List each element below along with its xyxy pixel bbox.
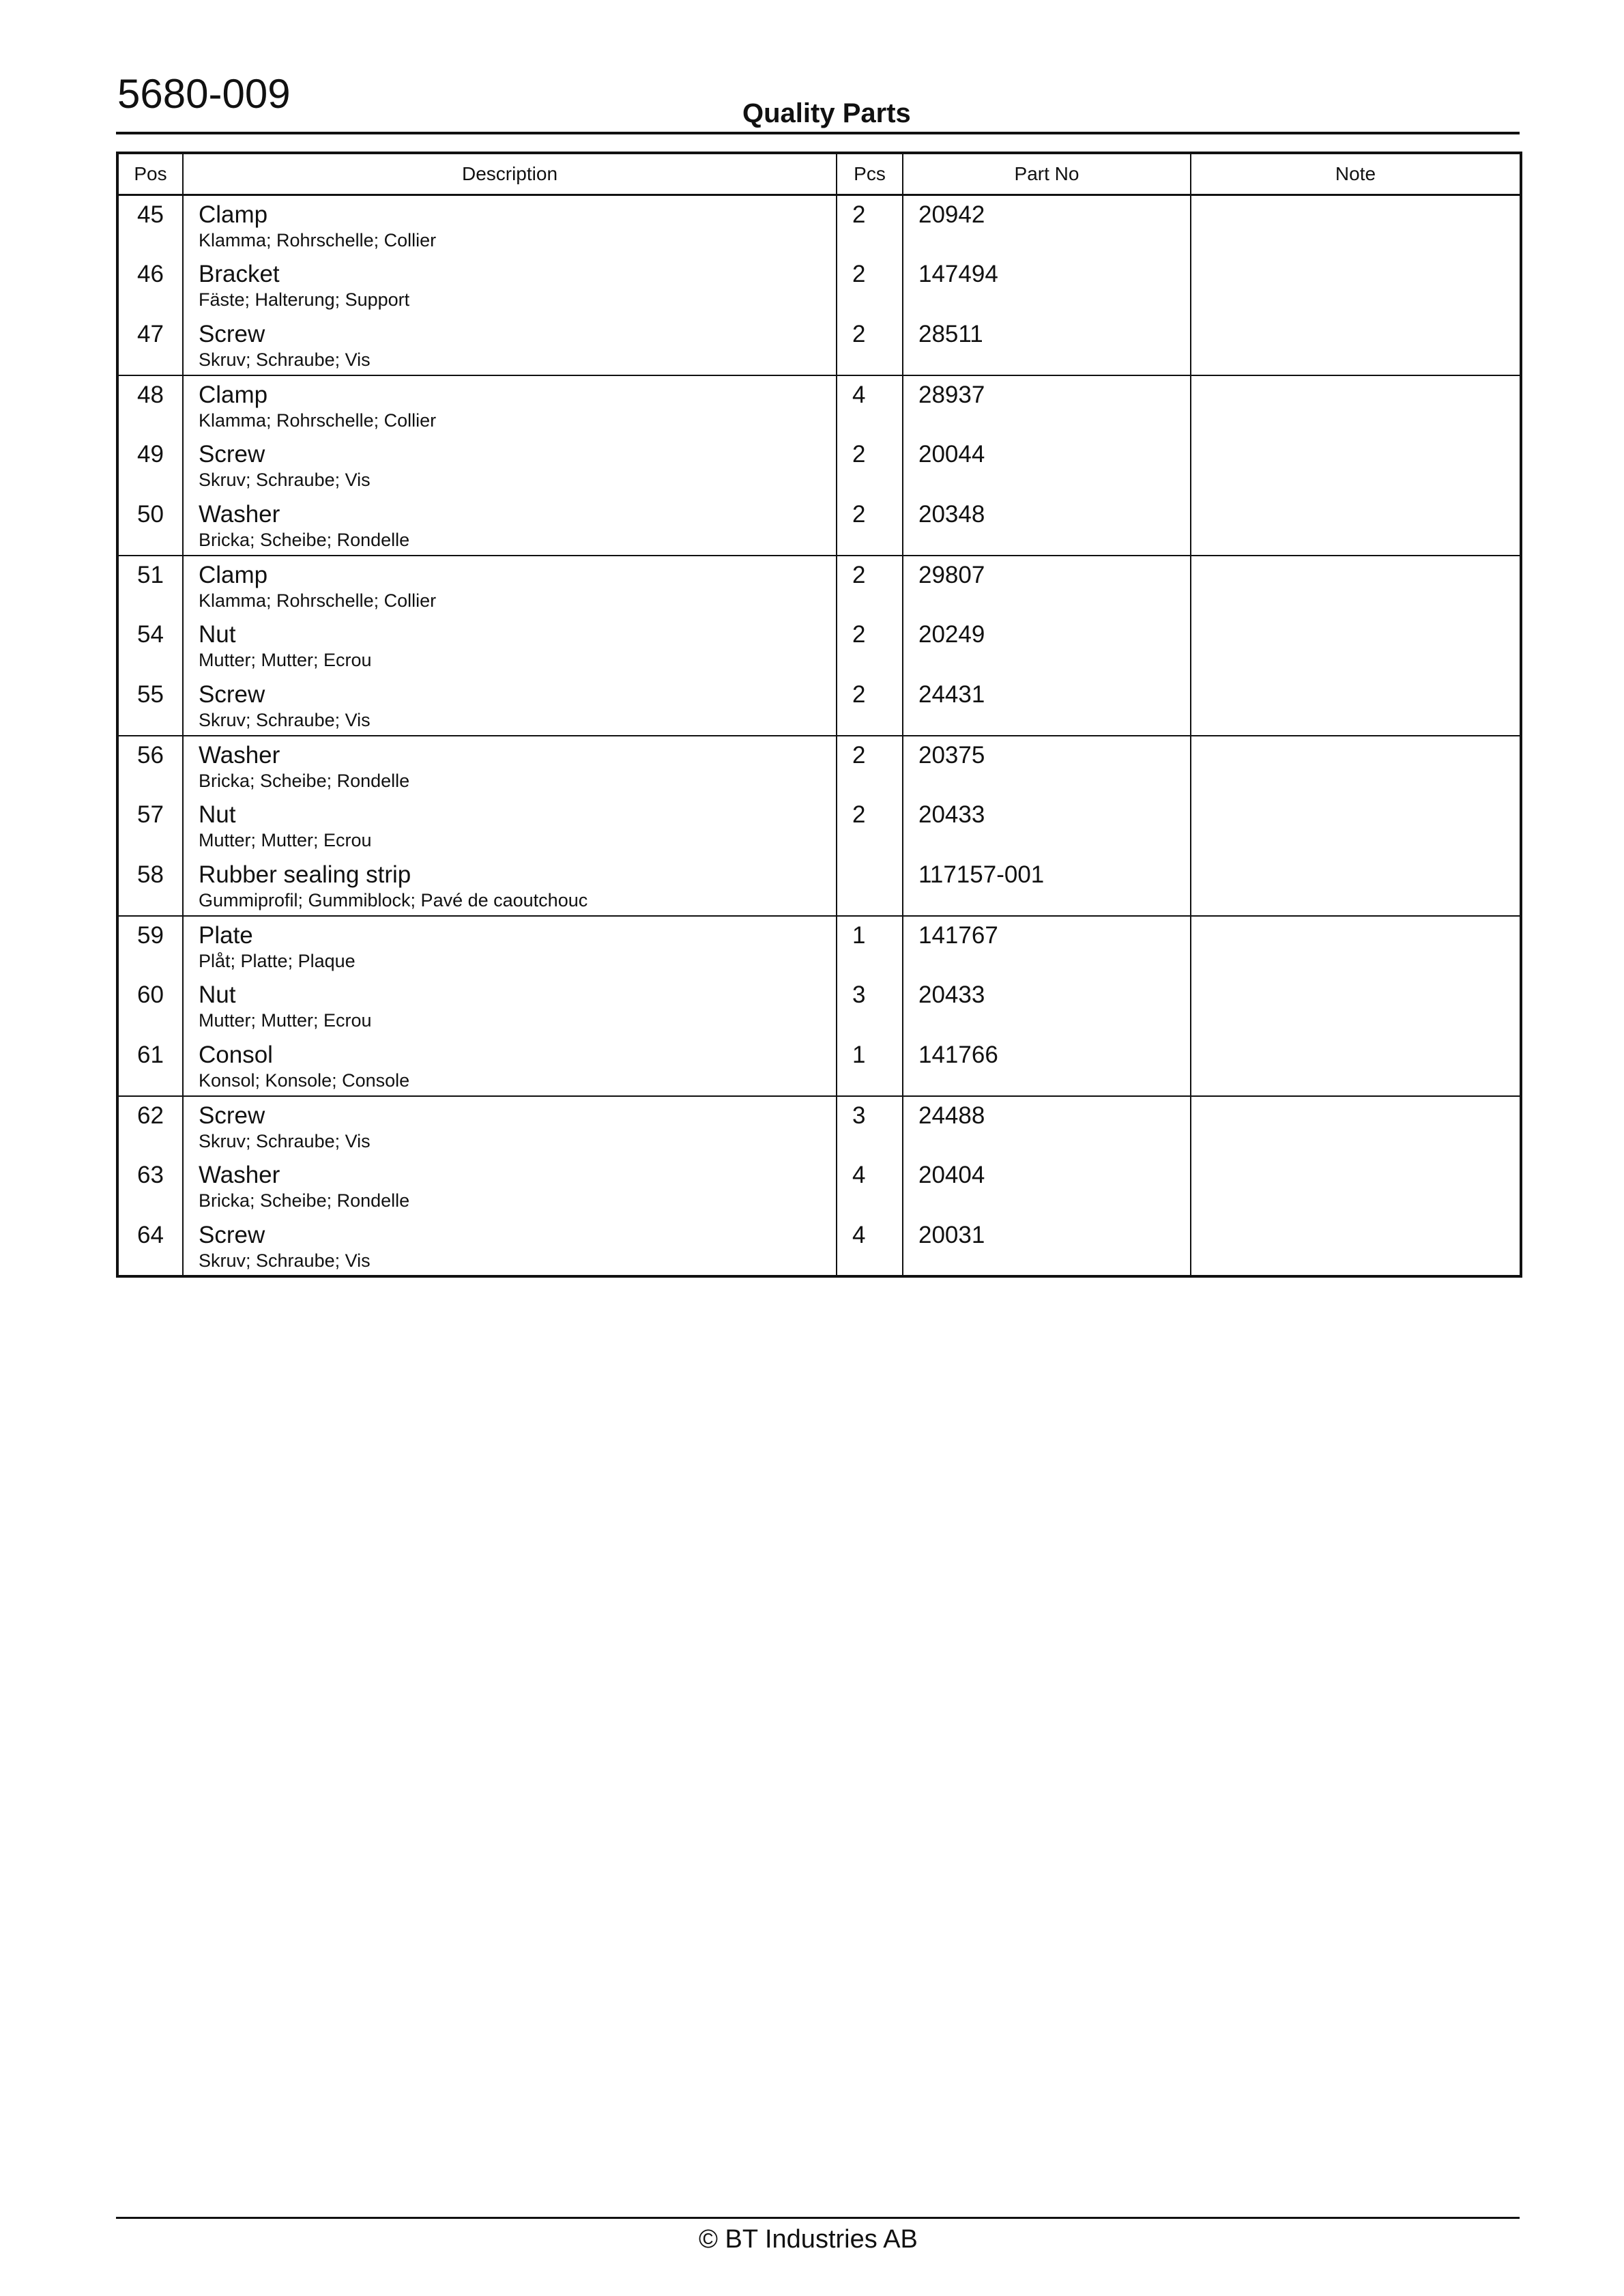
part-name: Plate [199,921,253,949]
description-cell [183,1156,837,1216]
description-cell [183,1216,837,1276]
table-row [117,1036,1521,1096]
table-header-row [117,153,1521,195]
document-number: 5680-009 [117,71,291,117]
table-row [117,616,1521,676]
column-header-description: Description [183,153,837,195]
part-name: Nut [199,620,236,648]
pcs-cell: 1 [837,916,903,976]
part-translations: Bricka; Scheibe; Rondelle [199,1190,410,1211]
description-cell [183,916,837,976]
note-cell [1191,1096,1521,1156]
description-cell [183,1036,837,1096]
part-translations: Skruv; Schraube; Vis [199,349,371,370]
table-row [117,1156,1521,1216]
part-no-cell: 20942 [903,195,1191,255]
table-row [117,976,1521,1036]
part-name: Screw [199,320,265,347]
note-cell [1191,375,1521,435]
pcs-cell: 3 [837,976,903,1036]
table-row [117,435,1521,496]
footer-divider [116,2217,1520,2219]
part-name: Screw [199,1102,265,1129]
part-name: Clamp [199,381,268,408]
part-no-cell: 20375 [903,736,1191,796]
note-cell [1191,616,1521,676]
part-name: Nut [199,981,236,1008]
table-row [117,496,1521,556]
pcs-cell [837,856,903,916]
part-no-cell: 20404 [903,1156,1191,1216]
note-cell [1191,1156,1521,1216]
part-translations: Klamma; Rohrschelle; Collier [199,590,437,611]
column-header-note: Note [1191,153,1521,195]
table-row [117,736,1521,796]
pcs-cell: 2 [837,315,903,375]
pcs-cell: 2 [837,736,903,796]
part-name: Washer [199,741,280,769]
part-translations: Mutter; Mutter; Ecrou [199,649,372,670]
part-translations: Bricka; Scheibe; Rondelle [199,529,410,550]
table-row [117,916,1521,976]
pos-cell: 54 [137,620,164,648]
part-translations: Skruv; Schraube; Vis [199,709,371,730]
note-cell [1191,1216,1521,1276]
part-no-cell: 28937 [903,375,1191,435]
description-cell [183,676,837,736]
pos-cell: 61 [137,1041,164,1068]
pos-cell: 58 [137,861,164,888]
part-no-cell: 29807 [903,556,1191,616]
pos-cell: 51 [117,556,183,616]
table-row [117,195,1521,255]
pcs-cell: 3 [837,1096,903,1156]
parts-table-body [117,195,1521,1276]
pcs-cell: 2 [837,255,903,315]
note-cell [1191,195,1521,255]
description-cell [183,375,837,435]
pos-cell: 56 [117,736,183,796]
pcs-cell: 2 [837,195,903,255]
table-row [117,796,1521,856]
note-cell [1191,856,1521,916]
description-cell [183,1096,837,1156]
part-translations: Mutter; Mutter; Ecrou [199,829,372,850]
part-translations: Skruv; Schraube; Vis [199,1250,371,1271]
table-row [117,1096,1521,1156]
note-cell [1191,916,1521,976]
column-header-pos: Pos [117,153,183,195]
part-name: Bracket [199,260,280,287]
part-name: Washer [199,500,280,528]
table-row [117,315,1521,375]
part-no-cell: 147494 [903,255,1191,315]
pcs-cell: 4 [837,375,903,435]
part-name: Consol [199,1041,273,1068]
part-translations: Klamma; Rohrschelle; Collier [199,230,437,250]
part-translations: Gummiprofil; Gummiblock; Pavé de caoutchouc [199,889,588,910]
pcs-cell: 4 [837,1216,903,1276]
pcs-cell: 2 [837,676,903,736]
part-no-cell: 24431 [903,676,1191,736]
page-title: Quality Parts [742,98,911,128]
description-cell [183,195,837,255]
part-no-cell: 24488 [903,1096,1191,1156]
part-no-cell: 20433 [903,796,1191,856]
pos-cell: 57 [137,801,164,828]
pcs-cell: 2 [837,496,903,556]
table-row [117,255,1521,315]
pos-cell: 45 [117,195,183,255]
part-no-cell: 20433 [903,976,1191,1036]
note-cell [1191,976,1521,1036]
part-name: Screw [199,440,265,468]
part-no-cell: 141767 [903,916,1191,976]
part-translations: Bricka; Scheibe; Rondelle [199,770,410,791]
description-cell [183,856,837,916]
part-translations: Fäste; Halterung; Support [199,289,410,310]
pcs-cell: 2 [837,556,903,616]
description-cell [183,315,837,375]
part-name: Screw [199,680,265,708]
description-cell [183,496,837,556]
table-row [117,375,1521,435]
part-translations: Klamma; Rohrschelle; Collier [199,410,437,431]
part-translations: Skruv; Schraube; Vis [199,1130,371,1151]
pos-cell: 49 [137,440,164,468]
pos-cell: 60 [137,981,164,1008]
note-cell [1191,676,1521,736]
column-header-part-no: Part No [903,153,1191,195]
part-name: Clamp [199,561,268,588]
description-cell [183,255,837,315]
description-cell [183,556,837,616]
table-row [117,676,1521,736]
note-cell [1191,255,1521,315]
note-cell [1191,736,1521,796]
pos-cell: 46 [137,260,164,287]
part-no-cell: 20249 [903,616,1191,676]
pos-cell: 64 [137,1221,164,1248]
note-cell [1191,496,1521,556]
pcs-cell: 4 [837,1156,903,1216]
note-cell [1191,315,1521,375]
part-translations: Konsol; Konsole; Console [199,1070,410,1091]
part-no-cell: 20044 [903,435,1191,496]
part-no-cell: 28511 [903,315,1191,375]
copyright-footer: © BT Industries AB [699,2225,918,2254]
note-cell [1191,796,1521,856]
table-row [117,1216,1521,1276]
note-cell [1191,556,1521,616]
part-name: Rubber sealing strip [199,861,411,888]
part-no-cell: 141766 [903,1036,1191,1096]
part-name: Nut [199,801,236,828]
pcs-cell: 2 [837,796,903,856]
pos-cell: 63 [137,1161,164,1188]
part-no-cell: 117157-001 [903,856,1191,916]
pos-cell: 48 [117,375,183,435]
note-cell [1191,1036,1521,1096]
table-row [117,556,1521,616]
part-translations: Plåt; Platte; Plaque [199,950,356,971]
description-cell [183,976,837,1036]
pcs-cell: 2 [837,616,903,676]
column-header-pcs: Pcs [837,153,903,195]
part-no-cell: 20348 [903,496,1191,556]
pos-cell: 47 [137,320,164,347]
part-name: Clamp [199,201,268,228]
description-cell [183,796,837,856]
header-divider [116,132,1520,134]
part-name: Washer [199,1161,280,1188]
parts-table [116,152,1522,1278]
part-name: Screw [199,1221,265,1248]
note-cell [1191,435,1521,496]
description-cell [183,616,837,676]
pcs-cell: 2 [837,435,903,496]
pos-cell: 59 [117,916,183,976]
pcs-cell: 1 [837,1036,903,1096]
part-translations: Skruv; Schraube; Vis [199,469,371,490]
table-row [117,856,1521,916]
pos-cell: 50 [137,500,164,528]
part-translations: Mutter; Mutter; Ecrou [199,1009,372,1031]
pos-cell: 62 [117,1096,183,1156]
part-no-cell: 20031 [903,1216,1191,1276]
description-cell [183,736,837,796]
pos-cell: 55 [137,680,164,708]
description-cell [183,435,837,496]
